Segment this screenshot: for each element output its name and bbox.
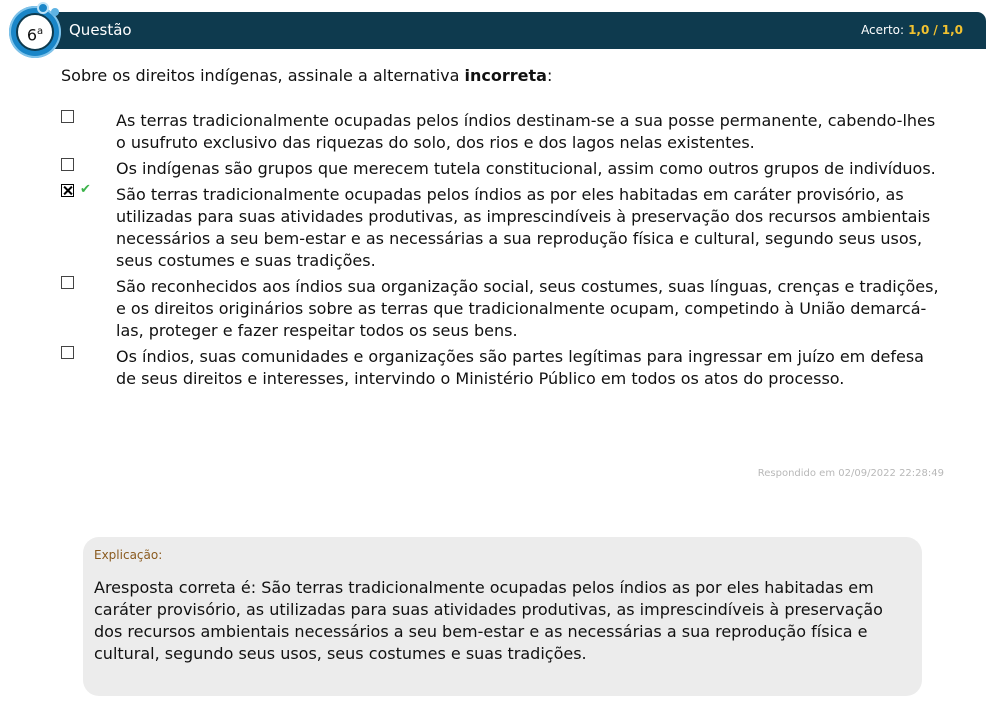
option-3-checkbox[interactable]: [61, 184, 74, 197]
explanation-box: [83, 537, 922, 696]
score-separator: /: [933, 23, 938, 37]
score-value: 1,0: [908, 23, 930, 37]
option-1-text: As terras tradicionalmente ocupadas pelos índios destinam-se a sua posse permanente, cabendo-lhes o usufruto exclusivo das riquezas do solo, dos rios e dos lagos nelas existentes.: [116, 111, 936, 152]
question-text-after: :: [546, 66, 553, 85]
option-5[interactable]: [61, 346, 951, 390]
badge-bubble-small-icon: [51, 8, 59, 16]
option-3-text: São terras tradicionalmente ocupadas pelos índios as por eles habitadas em caráter provisório, as utilizadas para suas atividades produtivas, as imprescindíveis à preservação dos recursos ambientais necessários a seu bem-estar e as necessárias a sua reprodução física e cultural, segundo seus usos, seus costumes e suas tradições.: [116, 185, 931, 270]
option-3[interactable]: [61, 184, 951, 272]
badge-bubble-icon: [37, 2, 49, 14]
option-4-text: São reconhecidos aos índios sua organização social, seus costumes, suas línguas, crenças e tradições, e os direitos originários sobre as terras que tradicionalmente ocupam, competindo à União demarcá-las, proteger e fazer respeitar todos os seus bens.: [116, 277, 939, 340]
question-number-badge: [9, 2, 67, 60]
option-2-text: Os indígenas são grupos que merecem tutela constitucional, assim como outros grupos de indivíduos.: [116, 159, 936, 178]
badge-number-suffix: a: [37, 26, 44, 37]
question-text-before: Sobre os direitos indígenas, assinale a alternativa: [61, 66, 465, 85]
option-5-checkbox[interactable]: [61, 346, 74, 359]
option-4[interactable]: [61, 276, 951, 342]
question-header: [40, 12, 986, 49]
option-1[interactable]: [61, 110, 951, 154]
option-4-checkbox[interactable]: [61, 276, 74, 289]
option-2-checkbox[interactable]: [61, 158, 74, 171]
option-2[interactable]: [61, 158, 951, 180]
option-1-checkbox[interactable]: [61, 110, 74, 123]
score-total: 1,0: [941, 23, 963, 37]
options-list: [61, 110, 951, 394]
question-text-bold: incorreta: [464, 66, 547, 85]
score-label: Acerto:: [861, 23, 905, 37]
badge-number-value: 6: [26, 25, 38, 45]
badge-number: [16, 13, 54, 51]
explanation-label: Explicação:: [94, 548, 163, 562]
question-text: [61, 66, 552, 85]
score: [861, 23, 963, 37]
explanation-text: Aresposta correta é: São terras tradicionalmente ocupadas pelos índios as por eles habitadas em caráter provisório, as utilizadas para suas atividades produtivas, as imprescindíveis à preservação dos recursos ambientais necessários a seu bem-estar e as necessárias a sua reprodução física e cultural, segundo seus usos, seus costumes e suas tradições.: [94, 578, 883, 663]
option-5-text: Os índios, suas comunidades e organizações são partes legítimas para ingressar em juízo em defesa de seus direitos e interesses, intervindo o Ministério Público em todos os atos do processo.: [116, 347, 924, 388]
check-icon: ✔: [80, 182, 91, 197]
answered-timestamp: Respondido em 02/09/2022 22:28:49: [757, 468, 944, 479]
header-title: Questão: [69, 21, 132, 39]
